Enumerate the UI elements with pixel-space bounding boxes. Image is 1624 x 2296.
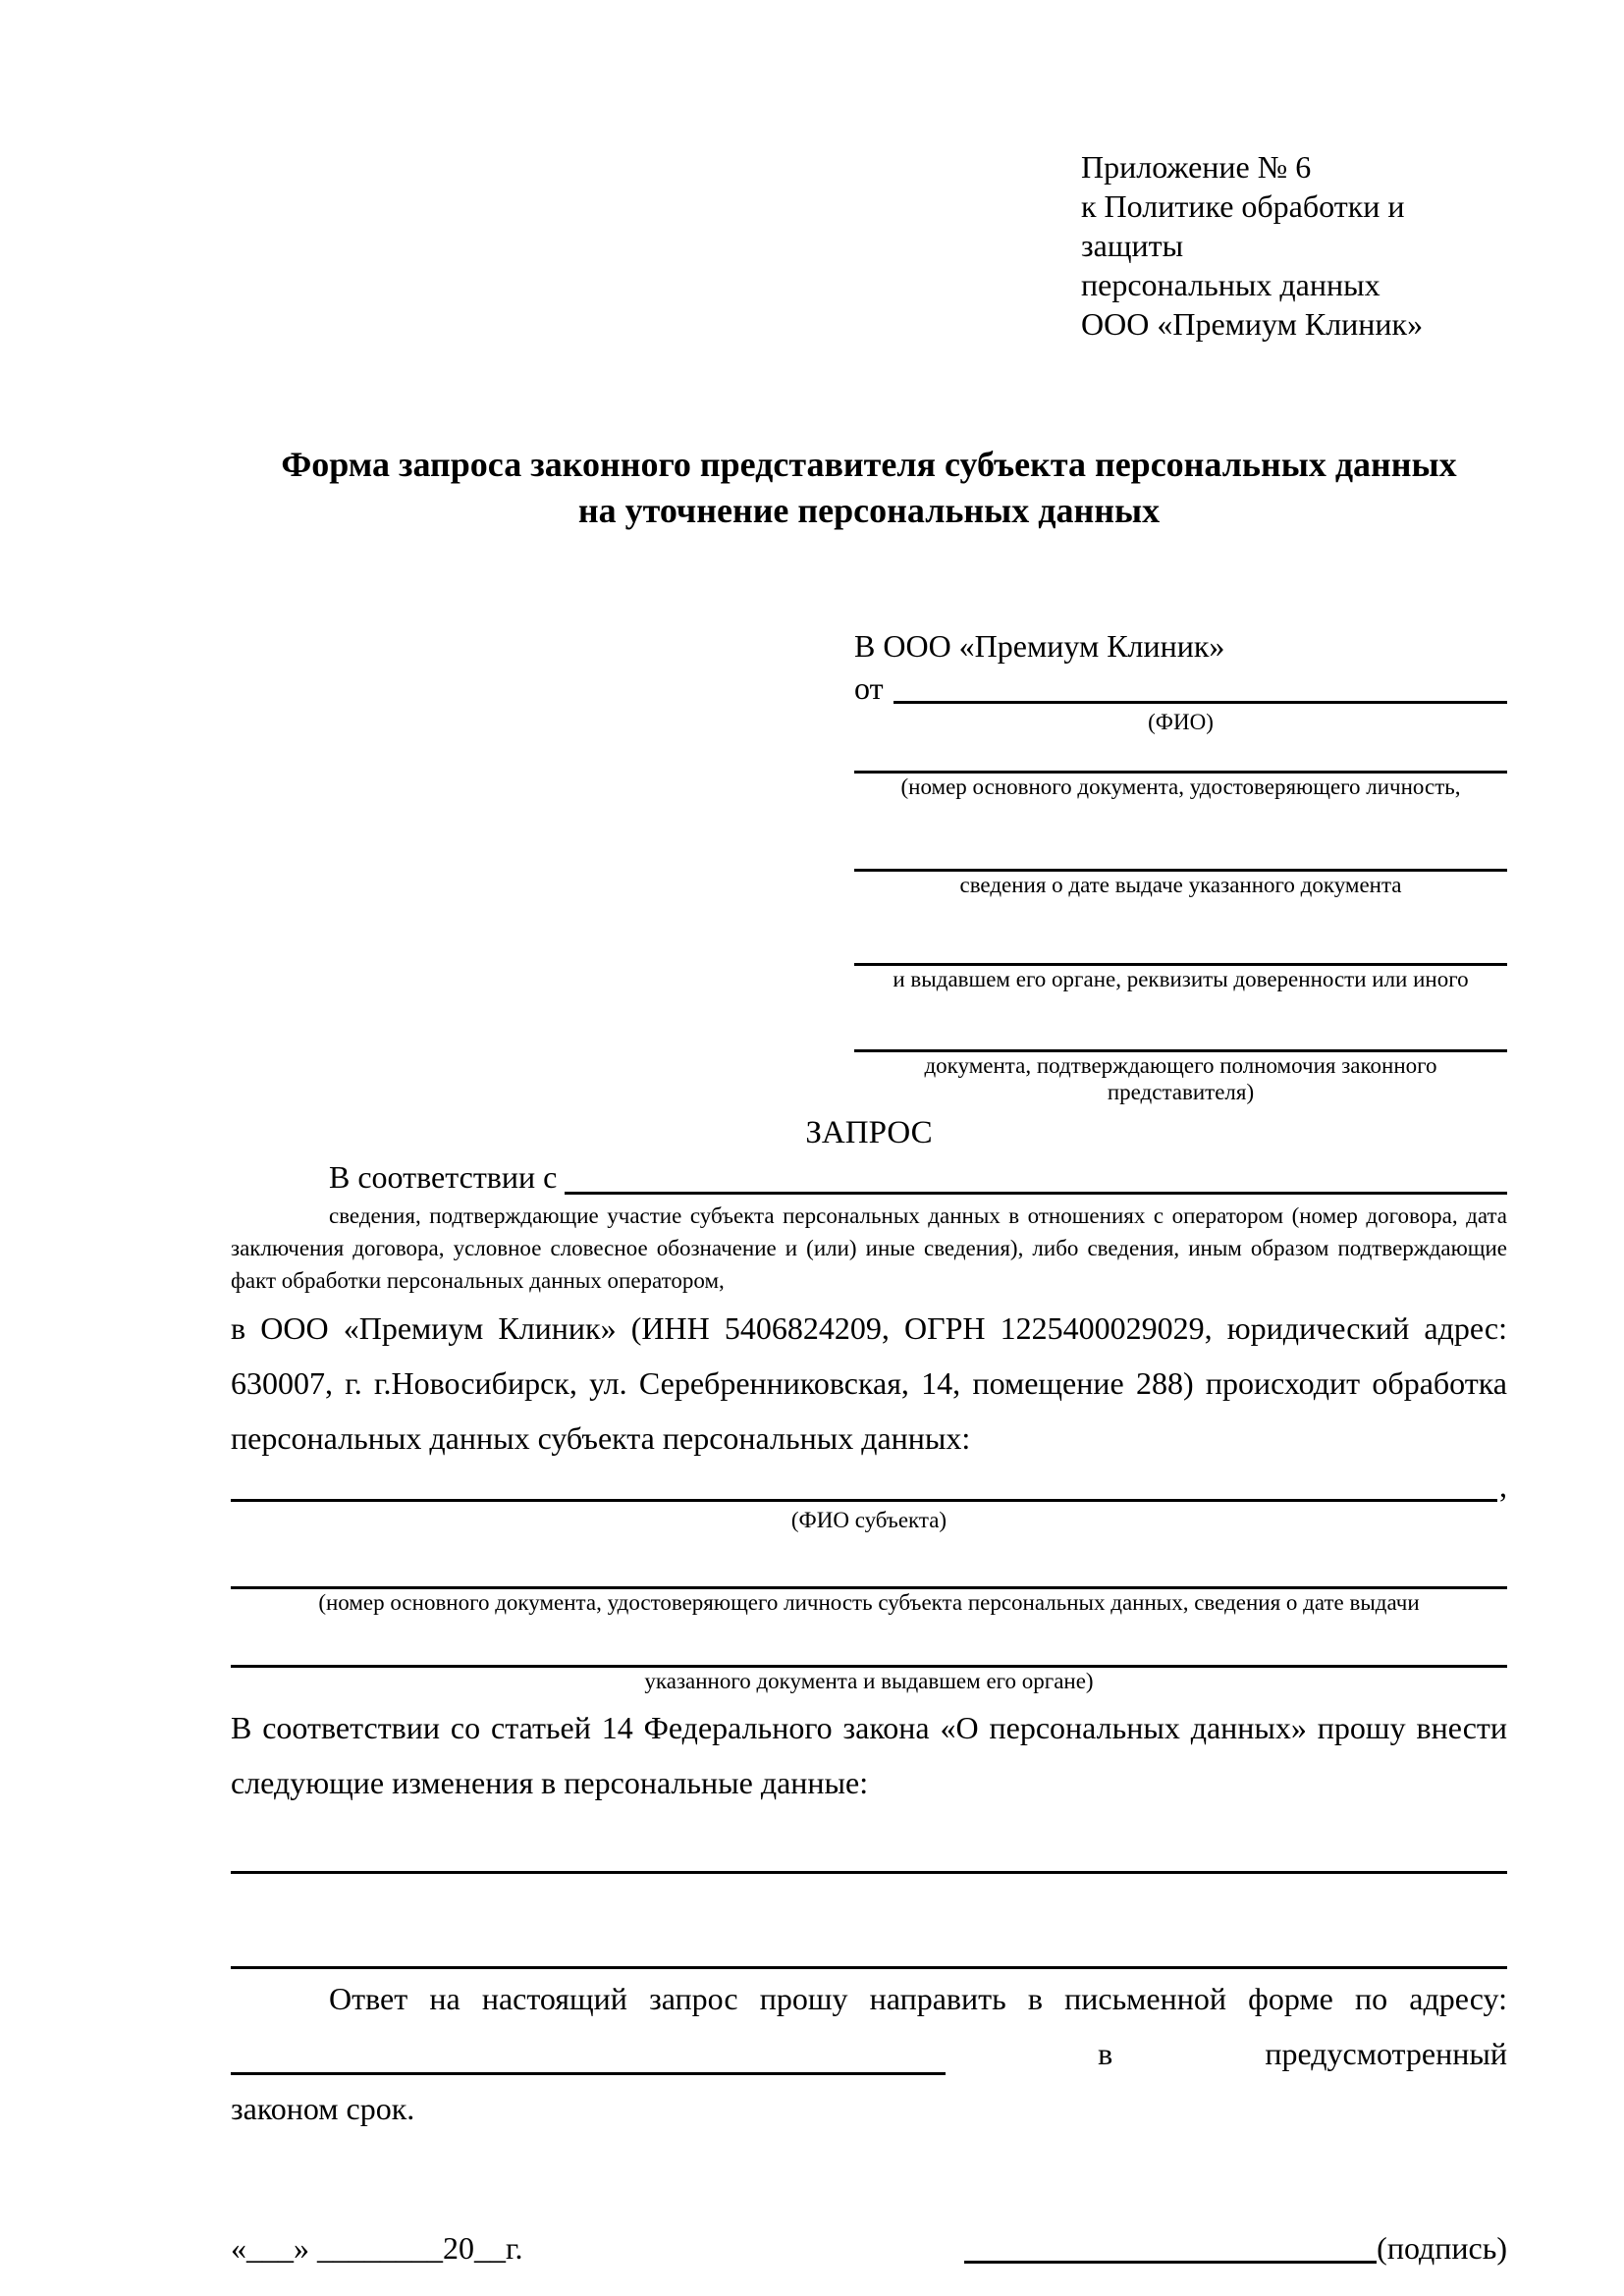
- signature-line: [964, 2261, 1377, 2264]
- date-line: «___» ________20__г.: [231, 2230, 523, 2266]
- reply-word-v: в: [1098, 2036, 1113, 2071]
- intro-fill-line: [565, 1192, 1507, 1195]
- field-caption: указанного документа и выдавшем его органе): [644, 1669, 1094, 1693]
- title-line-1: Форма запроса законного представителя субъекта персональных данных: [281, 445, 1457, 484]
- write-line: [231, 1533, 1507, 1589]
- subject-line-comma: ,: [1499, 1468, 1507, 1504]
- subject-fio-row: [231, 1466, 1507, 1507]
- document-title: [231, 442, 1507, 534]
- reply-word-tail: предусмотренный: [1265, 2036, 1507, 2071]
- field-caption: сведения о дате выдаче указанного документа: [959, 873, 1402, 897]
- write-line: [231, 1616, 1507, 1668]
- annex-block: [1081, 147, 1507, 344]
- title-line-2: на уточнение персональных данных: [577, 491, 1161, 530]
- reply-paragraph-line1: Ответ на настоящий запрос прошу направить в письменной форме по адресу:: [329, 1981, 1507, 2016]
- signature-caption: (подпись): [1377, 2230, 1507, 2266]
- annex-line: персональных данных: [1081, 267, 1380, 302]
- signature-group: [964, 2226, 1507, 2269]
- footer-row: [231, 2226, 1507, 2269]
- reply-address-row: [231, 2026, 1507, 2081]
- from-label: от: [854, 670, 884, 706]
- representative-doc-field: [854, 992, 1507, 1105]
- field-caption: (номер основного документа, удостоверяющего личность,: [900, 774, 1461, 799]
- field-caption: (номер основного документа, удостоверяющего личность субъекта персональных данных, сведения о дате выдачи: [318, 1590, 1420, 1615]
- fio-caption: (ФИО): [1148, 710, 1214, 734]
- subject-fio-line: [231, 1499, 1497, 1502]
- addressee-block: [854, 624, 1507, 1105]
- field-caption: и выдавшем его органе, реквизиты доверенности или иного: [893, 967, 1469, 991]
- changes-blank-line-1: [231, 1810, 1507, 1874]
- law-paragraph: В соответствии со статьей 14 Федерального закона «О персональных данных» прошу внести следующие изменения в персональные данные:: [231, 1710, 1507, 1800]
- representative-doc-field: [854, 898, 1507, 992]
- annex-line: ООО «Премиум Клиник»: [1081, 306, 1424, 342]
- request-heading: ЗАПРОС: [805, 1115, 933, 1150]
- addressee-organization: В ООО «Премиум Клиник»: [854, 628, 1225, 664]
- from-fill-line: [893, 701, 1507, 704]
- reply-closing: законом срок.: [231, 2091, 415, 2126]
- operator-paragraph: в ООО «Премиум Клиник» (ИНН 5406824209, ОГРН 1225400029029, юридический адрес: 630007, г. г.Новосибирск, ул. Серебренниковская, 14, помещение 288) происходит обработка персональных данных субъекта персональных данных:: [231, 1310, 1507, 1456]
- from-row: [854, 667, 1507, 709]
- subject-fio-caption: (ФИО субъекта): [790, 1508, 947, 1532]
- address-fill-line: [231, 2072, 946, 2075]
- representative-doc-field: [854, 800, 1507, 898]
- write-line: [854, 992, 1507, 1052]
- write-line: [854, 735, 1507, 774]
- representative-doc-field: [854, 735, 1507, 800]
- annex-line: Приложение № 6: [1081, 149, 1312, 185]
- intro-row: [231, 1154, 1507, 1200]
- write-line: [854, 800, 1507, 872]
- changes-blank-line-2: [231, 1874, 1507, 1969]
- intro-footnote: сведения, подтверждающие участие субъекта персональных данных в отношениях с оператором (номер договора, дата заключения договора, условное словесное обозначение и (или) иные сведения), либо сведения, иным образом подтверждающие факт обработки персональных данных оператором,: [231, 1203, 1507, 1293]
- field-caption: документа, подтверждающего полномочия законного представителя): [924, 1053, 1437, 1104]
- write-line: [854, 898, 1507, 966]
- annex-line: к Политике обработки и защиты: [1081, 188, 1405, 263]
- intro-prefix: В соответствии с: [329, 1159, 558, 1195]
- subject-doc-field-2: [231, 1616, 1507, 1694]
- subject-doc-field-1: [231, 1533, 1507, 1616]
